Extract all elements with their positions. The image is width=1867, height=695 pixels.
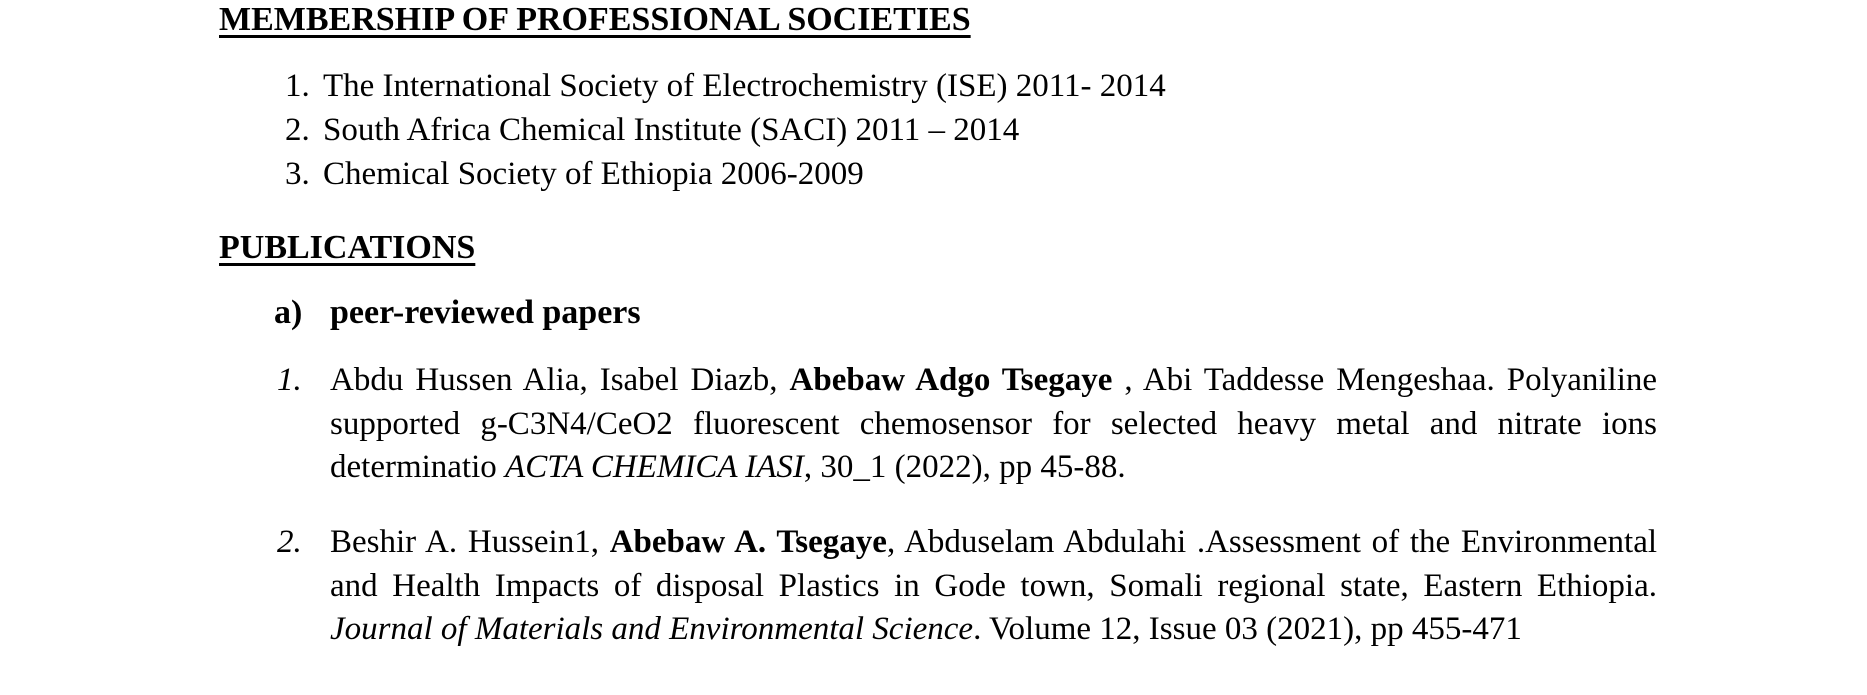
membership-item-number: 1.	[285, 68, 310, 104]
membership-item	[285, 108, 1166, 152]
publication-number: 2.	[277, 524, 302, 560]
publication-entry	[277, 521, 1657, 652]
publication-highlighted-author: Abebaw Adgo Tsegaye	[789, 362, 1113, 398]
publication-entry	[277, 359, 1657, 490]
publication-authors-before: Beshir A. Hussein1,	[330, 524, 599, 560]
publication-journal: Journal of Materials and Environmental Science	[330, 611, 974, 647]
membership-item-number: 3.	[285, 156, 310, 192]
membership-item-text: South Africa Chemical Institute (SACI) 2011 – 2014	[323, 112, 1020, 148]
publications-heading: PUBLICATIONS	[219, 229, 476, 266]
publication-authors-after: , Abi Taddesse Mengeshaa. Polyaniline supported g-C3N4/CeO2 fluorescent chemosensor for selected heavy metal and nitrate ions determinatio	[330, 362, 1658, 485]
membership-item-number: 2.	[285, 112, 310, 148]
membership-item	[285, 64, 1166, 108]
publication-details: . Volume 12, Issue 03 (2021), pp 455-471	[973, 611, 1522, 647]
membership-item-text: The International Society of Electrochemistry (ISE) 2011- 2014	[323, 68, 1166, 104]
publication-citation	[330, 359, 1657, 490]
membership-item	[285, 152, 1166, 196]
membership-item-text: Chemical Society of Ethiopia 2006-2009	[323, 156, 864, 192]
publication-authors-before: Abdu Hussen Alia, Isabel Diazb,	[330, 362, 778, 398]
publication-journal: ACTA CHEMICA IASI	[505, 449, 804, 485]
publication-number: 1.	[277, 362, 302, 398]
peer-reviewed-subheading	[274, 293, 641, 333]
subheading-text: peer-reviewed papers	[330, 294, 641, 331]
publication-citation	[330, 521, 1657, 652]
publication-details: , 30_1 (2022), pp 45-88.	[803, 449, 1126, 485]
publication-highlighted-author: Abebaw A. Tsegaye	[609, 524, 887, 560]
membership-heading: MEMBERSHIP OF PROFESSIONAL SOCIETIES	[219, 1, 971, 38]
subheading-letter: a)	[274, 294, 303, 331]
membership-list	[285, 64, 1166, 196]
publication-authors-after: , Abduselam Abdulahi .Assessment of the Environmental and Health Impacts of disposal Plastics in Gode town, Somali regional state, Eastern Ethiopia.	[330, 524, 1658, 604]
